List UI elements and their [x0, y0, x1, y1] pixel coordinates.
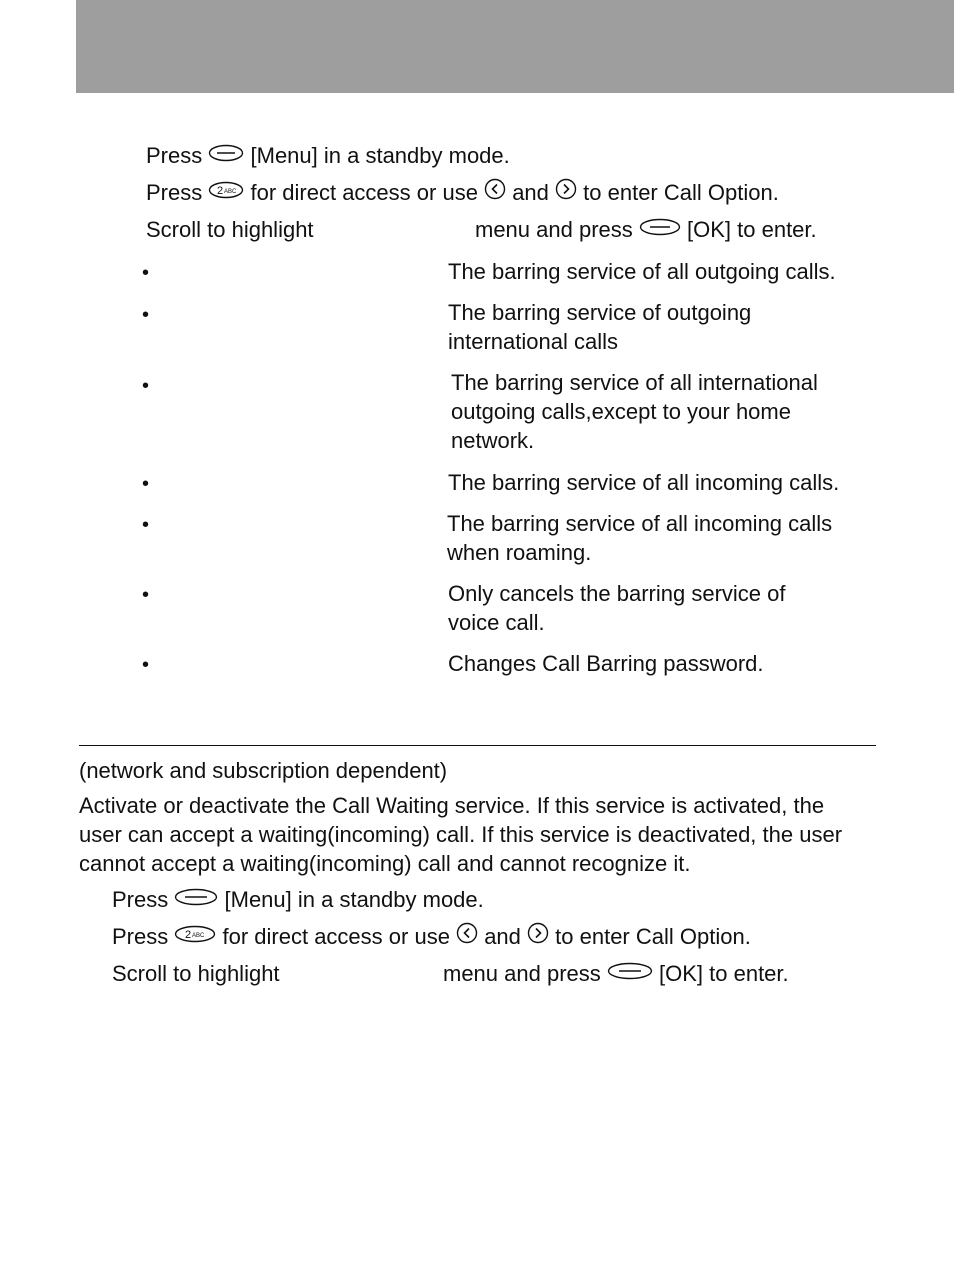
svg-text:2: 2 — [217, 185, 224, 198]
key-2-abc-icon — [208, 179, 244, 205]
option-desc-1: The barring service of all outgoing calls. — [448, 259, 836, 284]
section-paragraph: Activate or deactivate the Call Waiting service. If this service is activated, the user can accept a waiting(incoming) call. If this service is deactivated, the user cannot accept a waiting(incoming) call and cannot recognize it. — [79, 793, 843, 876]
option-desc-3: The barring service of all international outgoing calls,except to your home network. — [451, 370, 818, 453]
bullet: • — [142, 654, 150, 676]
step-2-mid: for direct access or use — [222, 924, 450, 949]
nav-left-icon — [484, 178, 506, 206]
step-1-post: [Menu] in a standby mode. — [224, 887, 484, 912]
step-3-post: [OK] to enter. — [687, 217, 817, 242]
key-2-abc-icon — [174, 923, 216, 949]
svg-text:ABC: ABC — [192, 933, 205, 940]
step-2-post: to enter Call Option. — [583, 180, 779, 205]
step-2-and: and — [484, 924, 521, 949]
step-3 — [475, 217, 817, 244]
option-desc-5: The barring service of all incoming calls when roaming. — [447, 511, 833, 565]
step-2 — [146, 180, 779, 208]
option-desc-2: The barring service of outgoing international calls — [448, 300, 752, 354]
step-2-pre: Press — [146, 180, 203, 205]
section-divider — [79, 745, 876, 746]
step-3-pre: Scroll to highlight — [112, 961, 280, 986]
header-band — [76, 0, 954, 93]
step-3-post: [OK] to enter. — [659, 961, 789, 986]
step-1 — [146, 143, 510, 170]
bullet: • — [142, 584, 150, 606]
option-desc-7: Changes Call Barring password. — [448, 651, 764, 676]
step-2-mid: for direct access or use — [250, 180, 478, 205]
step-3-mid: menu and press — [475, 217, 633, 242]
option-desc-4: The barring service of all incoming calls. — [448, 470, 840, 495]
svg-text:2: 2 — [185, 929, 192, 942]
step-1-pre: Press — [146, 143, 203, 168]
softkey-icon — [174, 886, 218, 912]
softkey-icon — [639, 216, 681, 242]
step-1 — [112, 887, 484, 914]
step-1-post: [Menu] in a standby mode. — [250, 143, 510, 168]
step-2-post: to enter Call Option. — [555, 924, 751, 949]
section-note: (network and subscription dependent) — [79, 758, 448, 783]
svg-text:ABC: ABC — [224, 189, 237, 196]
step-1-pre: Press — [112, 887, 169, 912]
nav-right-icon — [527, 922, 549, 950]
bullet: • — [142, 514, 150, 536]
step-3-mid: menu and press — [443, 961, 601, 986]
bullet: • — [142, 304, 150, 326]
softkey-icon — [208, 142, 244, 168]
softkey-icon — [607, 960, 653, 986]
bullet: • — [142, 375, 150, 397]
bullet: • — [142, 473, 150, 495]
bullet: • — [142, 262, 150, 284]
option-desc-6: Only cancels the barring service of voice call. — [448, 581, 786, 635]
step-3-pre: Scroll to highlight — [146, 217, 314, 242]
step-2-and: and — [512, 180, 549, 205]
nav-right-icon — [555, 178, 577, 206]
nav-left-icon — [456, 922, 478, 950]
step-3 — [443, 961, 789, 988]
step-2-pre: Press — [112, 924, 169, 949]
step-2 — [112, 924, 751, 952]
